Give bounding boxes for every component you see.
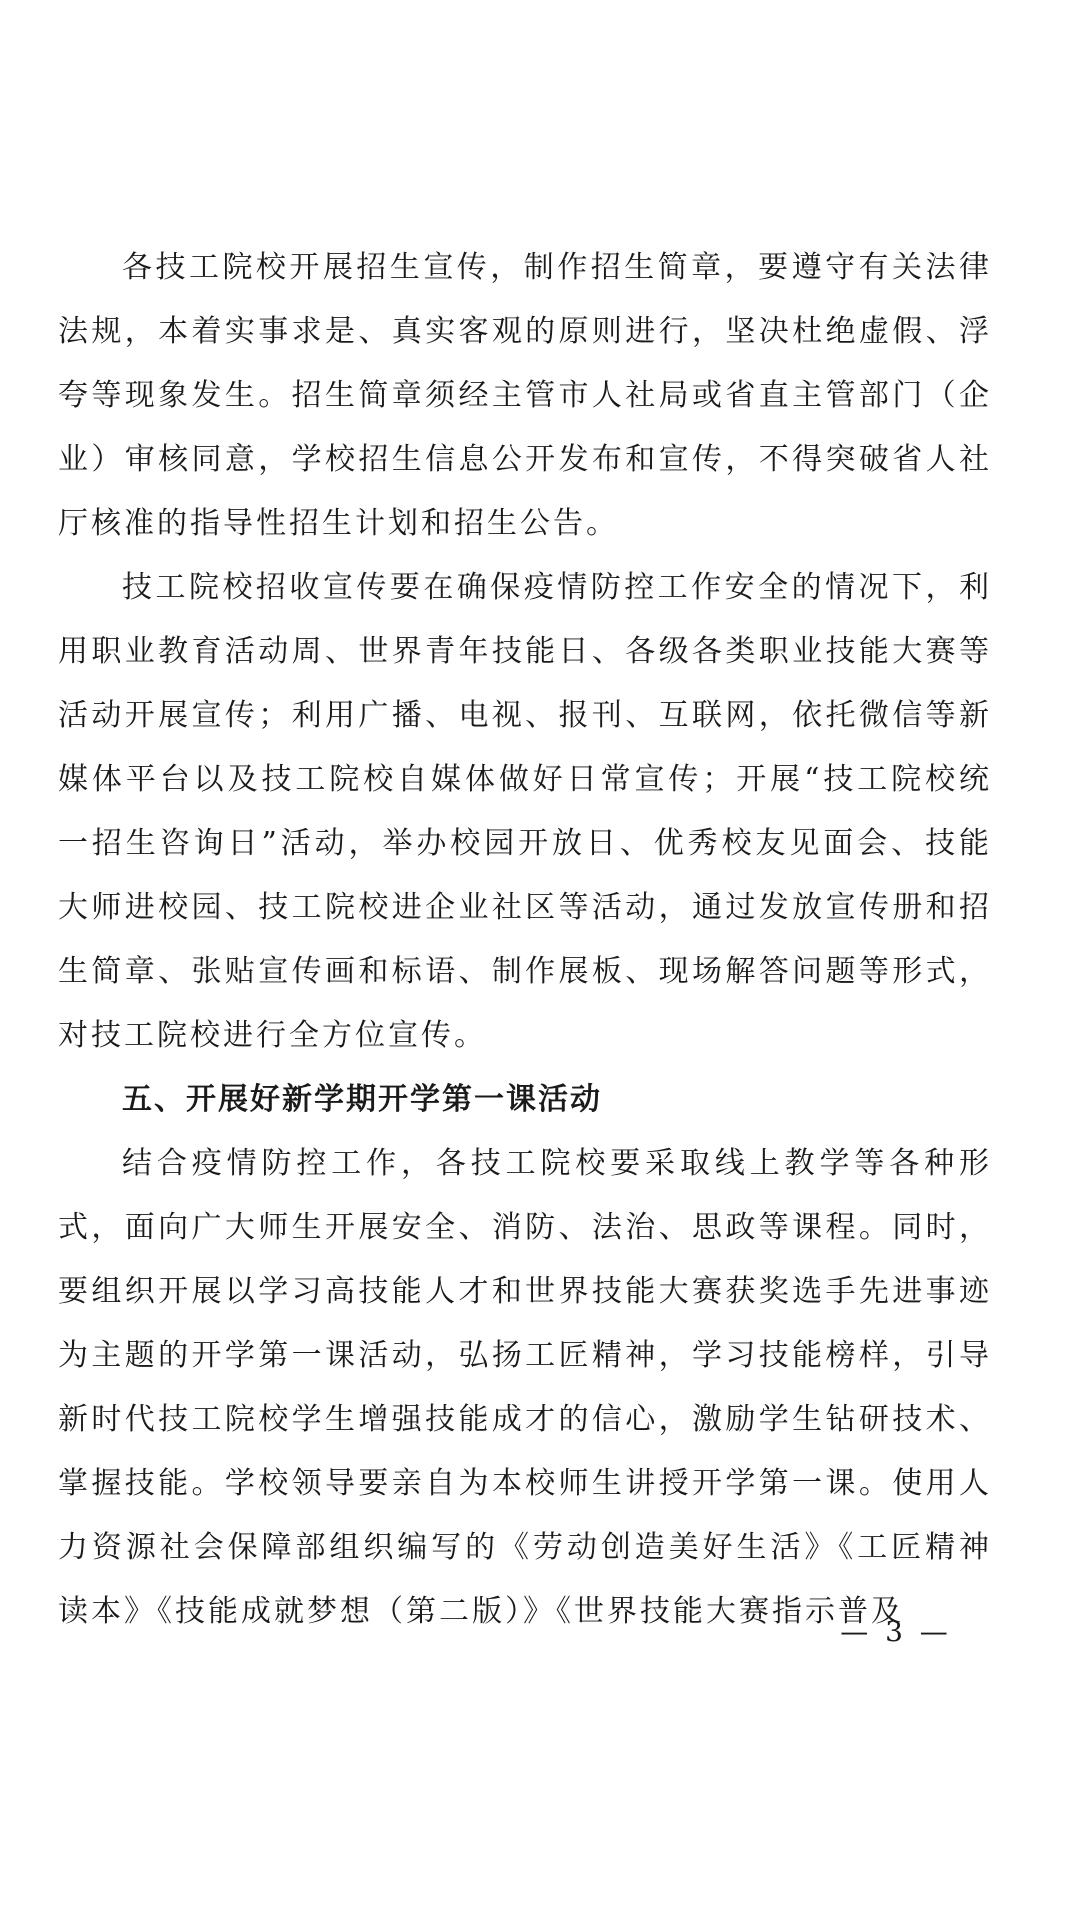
page-number: — 3 — bbox=[840, 1615, 952, 1648]
document-body bbox=[58, 236, 992, 1644]
paragraph-first-lesson-activity: 结合疫情防控工作，各技工院校要采取线上教学等各种形式，面向广大师生开展安全、消防、法治、思政等课程。同时，要组织开展以学习高技能人才和世界技能大赛获奖选手先进事迹为主题的开学第一课活动，弘扬工匠精神，学习技能榜样，引导新时代技工院校学生增强技能成才的信心，激励学生钻研技术、掌握技能。学校领导要亲自为本校师生讲授开学第一课。使用人力资源社会保障部组织编写的《劳动创造美好生活》《工匠精神读本》《技能成就梦想（第二版）》《世界技能大赛指示普及 bbox=[58, 1146, 992, 1629]
paragraph-recruitment-publicity-rules: 各技工院校开展招生宣传，制作招生简章，要遵守有关法律法规，本着实事求是、真实客观的原则进行，坚决杜绝虚假、浮夸等现象发生。招生简章须经主管市人社局或省直主管部门（企业）审核同意，学校招生信息公开发布和宣传，不得突破省人社厅核准的指导性招生计划和招生公告。 bbox=[58, 250, 992, 541]
paragraph-recruitment-publicity-channels: 技工院校招收宣传要在确保疫情防控工作安全的情况下，利用职业教育活动周、世界青年技能日、各级各类职业技能大赛等活动开展宣传；利用广播、电视、报刊、互联网，依托微信等新媒体平台以及技工院校自媒体做好日常宣传；开展“技工院校统一招生咨询日”活动，举办校园开放日、优秀校友见面会、技能大师进校园、技工院校进企业社区等活动，通过发放宣传册和招生简章、张贴宣传画和标语、制作展板、现场解答问题等形式，对技工院校进行全方位宣传。 bbox=[58, 570, 992, 1053]
section-heading-first-lesson: 五、开展好新学期开学第一课活动 bbox=[122, 1082, 602, 1117]
